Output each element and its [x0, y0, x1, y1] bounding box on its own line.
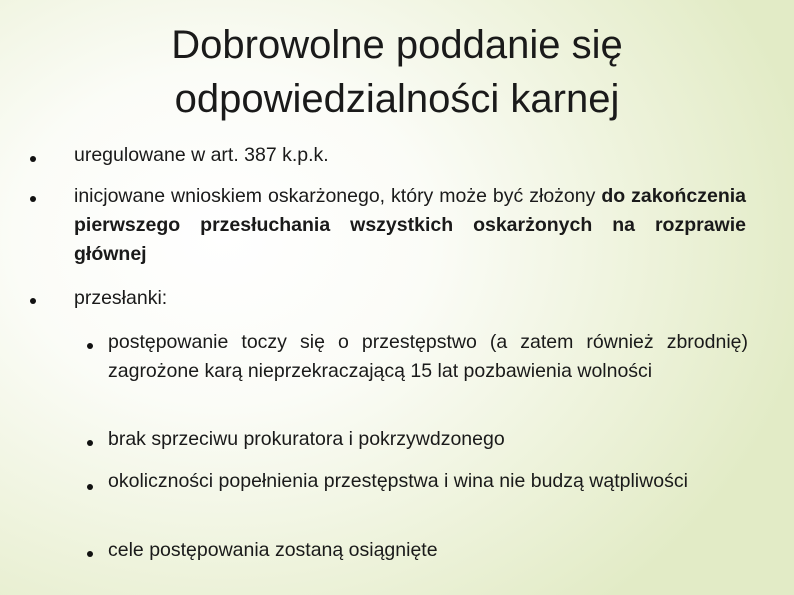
title-line-1: Dobrowolne poddanie się: [171, 23, 623, 67]
subitem-offense-penalty: [108, 328, 748, 386]
subitem-text: okoliczności popełnienia przestępstwa i wina nie budzą wątpliwości: [108, 470, 688, 492]
title-line-2: odpowiedzialności karnej: [174, 77, 620, 121]
subbullet-dot: [87, 343, 93, 349]
bullet-text: inicjowane wnioskiem oskarżonego, który może być złożony: [74, 185, 602, 207]
bullet-item-premises: [74, 284, 746, 313]
subitem-goals-achieved: [108, 536, 748, 565]
subitem-text: brak sprzeciwu prokuratora i pokrzywdzonego: [108, 428, 505, 450]
subitem-no-doubt: [108, 467, 748, 496]
subbullet-dot: [87, 551, 93, 557]
subitem-no-objection: [108, 425, 748, 454]
subbullet-dot: [87, 484, 93, 490]
bullet-item-regulation: [74, 141, 746, 170]
bullet-dot: [30, 196, 36, 202]
slide-title: [60, 18, 734, 126]
bullet-dot: [30, 298, 36, 304]
bullet-item-initiation: [74, 182, 746, 269]
bullet-text-emphasis: do zakończenia pierwszego przesłuchania wszystkich oskarżonych na rozprawie głównej: [74, 185, 746, 265]
subitem-text: postępowanie toczy się o przestępstwo (a zatem również zbrodnię) zagrożone karą nieprzekraczającą 15 lat pozbawienia wolności: [108, 331, 748, 382]
subbullet-dot: [87, 440, 93, 446]
bullet-dot: [30, 156, 36, 162]
subitem-text: cele postępowania zostaną osiągnięte: [108, 539, 438, 561]
bullet-text: przesłanki:: [74, 287, 168, 309]
bullet-text: uregulowane w art. 387 k.p.k.: [74, 144, 329, 166]
